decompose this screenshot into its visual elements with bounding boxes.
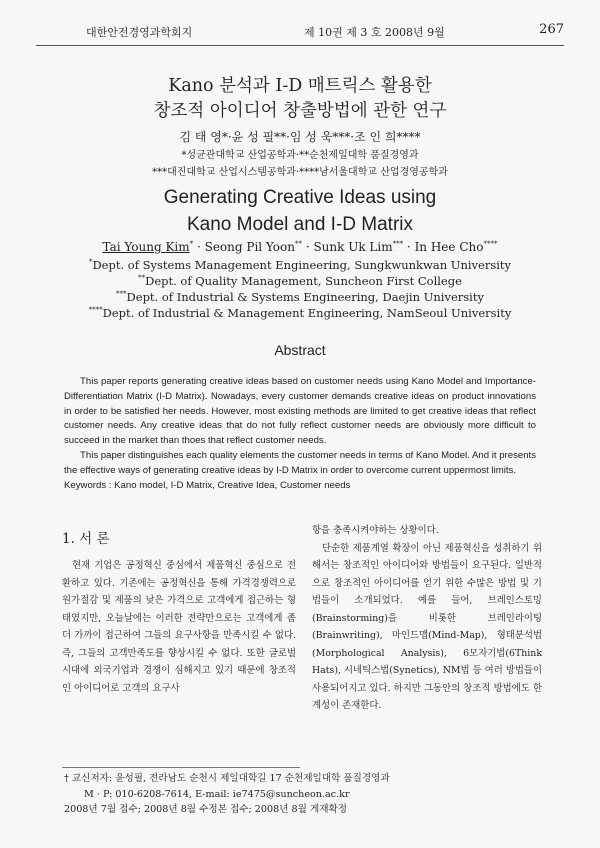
- author-name: Sunk Uk Lim: [313, 240, 393, 254]
- abstract-paragraph-2: This paper distinguishes each quality elements the customer needs in terms of Kano Model. And it presents the effective ways of generating creative ideas by I-D Matrix in order to overcome current uppermost limits.: [64, 449, 536, 476]
- abstract-paragraph-1: This paper reports generating creative ideas based on customer needs using Kano Model and Importance-Differentiation Matrix (I-D Matrix). Nowadays, every customer demands creative ideas on product innovations in order to be satisfied her needs. However, most existing methods are limited to get creative ideas that reflect customer needs. Any creative ideas that do not fully reflect customer needs are obviously more difficult to succeed in the market than thoes that reflect customer needs.: [64, 376, 536, 447]
- author-mark: **: [295, 240, 302, 248]
- english-affiliation-4: [0, 306, 600, 320]
- korean-title-line1: Kano 분석과 I-D 매트릭스 활용한: [168, 76, 432, 96]
- author-mark: ***: [392, 240, 404, 248]
- page-number: 267: [539, 22, 564, 37]
- body-paragraph: 단순한 제품계열 확장이 아닌 제품혁신을 성취하기 위해서는 창조적인 아이디어와 방법들이 요구된다. 일반적으로 창조적인 아이디어를 얻기 위한 수많은 방법 및 기법들이 소개되었다. 예를 들어, 브레인스토밍(Brainstorming)을 비롯한 브레인라이팅(Brainwriting), 마인드맵(Mind-Map), 형태분석법(Morphological Analysis), 6모자기법(6Think Hats), 시네틱스법(Synetics), NM법 등 여러 방법들이 사용되어지고 있다. 하지만 그동안의 창조적 방법에도 한계성이 존재한다.: [312, 542, 542, 711]
- author-mark: ****: [483, 240, 498, 248]
- author-name: Seong Pil Yoon: [204, 240, 295, 254]
- english-title-line1: Generating Creative Ideas using: [163, 187, 437, 208]
- korean-affiliation-1: *성균관대학교 산업공학과·**순천제일대학 품질경영과: [181, 150, 419, 161]
- author-separator: ·: [403, 240, 415, 254]
- keywords: Keywords : Kano model, I-D Matrix, Creative Idea, Customer needs: [64, 479, 351, 491]
- english-affiliation-3: [0, 290, 600, 304]
- affiliation-mark: **: [138, 274, 146, 283]
- section-heading: 1. 서 론: [62, 531, 110, 547]
- english-title-line2: Kano Model and I-D Matrix: [187, 214, 413, 235]
- issue-info: 제 10권 제 3 호 2008년 9월: [304, 26, 445, 39]
- english-affiliation-1: [0, 258, 600, 272]
- author-separator: ·: [302, 240, 314, 254]
- abstract-heading: Abstract: [274, 342, 326, 358]
- corresponding-author: † 교신저자: 윤성필, 전라남도 순천시 제일대학길 17 순천제일대학 품질경영과: [64, 773, 390, 784]
- contact-info: M · P: 010-6208-7614, E-mail: ie7475@suncheon.ac.kr: [84, 788, 350, 800]
- affiliation-text: Dept. of Quality Management, Suncheon First College: [145, 274, 462, 288]
- affiliation-text: Dept. of Industrial & Management Engineering, NamSeoul University: [102, 306, 512, 320]
- author-name: Tai Young Kim: [102, 240, 190, 254]
- author-mark: *: [189, 240, 194, 248]
- header-rule: [36, 45, 564, 46]
- affiliation-text: Dept. of Industrial & Systems Engineering, Daejin University: [126, 290, 484, 304]
- journal-name: 대한안전경영과학회지: [86, 26, 193, 39]
- body-paragraph: 항을 충족시켜야하는 상황이다.: [312, 525, 439, 536]
- english-authors: [0, 240, 600, 254]
- english-affiliation-2: [0, 274, 600, 288]
- author-name: In Hee Cho: [414, 240, 484, 254]
- korean-authors: 김 태 영*·윤 성 필**·임 성 욱***·조 인 희****: [179, 130, 421, 144]
- korean-title-line2: 창조적 아이디어 창출방법에 관한 연구: [153, 101, 447, 121]
- footnote: [64, 771, 390, 818]
- affiliation-mark: *: [88, 258, 93, 267]
- affiliation-text: Dept. of Systems Management Engineering, Sungkwunkwan University: [92, 258, 512, 272]
- running-header: [36, 20, 564, 40]
- korean-affiliation-2: ***대진대학교 산업시스템공학과·****남서울대학교 산업경영공학과: [152, 167, 448, 178]
- affiliation-mark: ****: [88, 306, 103, 315]
- author-separator: ·: [193, 240, 205, 254]
- right-column: [312, 522, 542, 715]
- abstract-body: [64, 375, 536, 493]
- footnote-rule: [62, 767, 300, 768]
- affiliation-mark: ***: [116, 290, 127, 299]
- submission-dates: 2008년 7월 접수; 2008년 8월 수정본 접수; 2008년 8월 게재확정: [64, 804, 348, 815]
- left-column: [62, 557, 296, 697]
- body-paragraph: 현재 기업은 공정혁신 중심에서 제품혁신 중심으로 전환하고 있다. 기존에는 공정혁신을 통해 가격경쟁력으로 원가절감 및 제품의 낮은 가격으로 고객에게 접근하는 형태였지만, 오늘날에는 이러한 전략만으로는 고객에게 좀 더 가까이 접근하여 그들의 요구사항을 만족시킬 수 없다. 즉, 그들의 고객만족도를 향상시킬 수 없다. 또한 글로벌 시대에 외국기업과 경쟁이 심해지고 있기 때문에 창조적인 아이디어로 고객의 요구사: [62, 560, 296, 694]
